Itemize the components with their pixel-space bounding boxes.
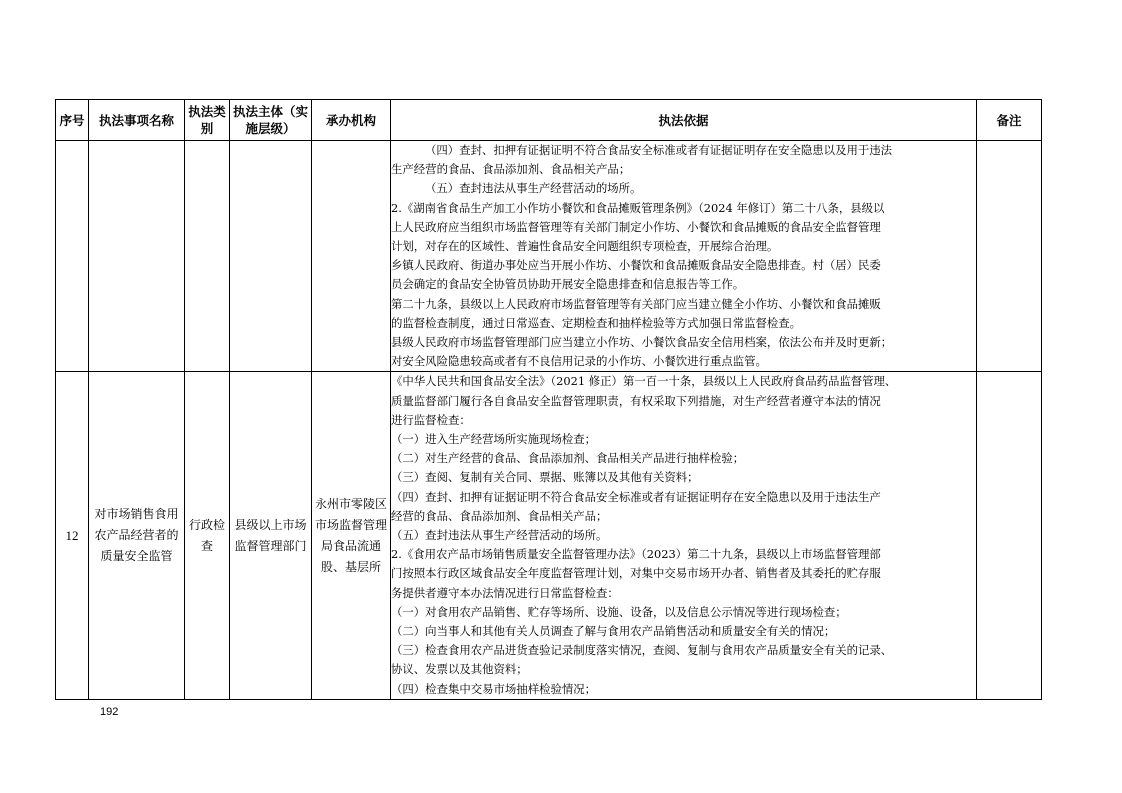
basis-line: 县级人民政府市场监督管理部门应当建立小作坊、小餐饮食品安全信用档案，依法公布并及时更新； bbox=[391, 335, 893, 350]
cell-basis-12 bbox=[391, 372, 977, 699]
basis-line: 2.《湖南省食品生产加工小作坊小餐饮和食品摊贩管理条例》（2024 年修订）第二十八条，县级以 bbox=[391, 200, 885, 215]
basis-line: （一）进入生产经营场所实施现场检查； bbox=[391, 432, 597, 447]
cell-subject-empty bbox=[230, 141, 312, 372]
enforcement-table bbox=[55, 99, 1042, 700]
basis-line: 员会确定的食品安全协管员协助开展安全隐患排查和信息报告等工作。 bbox=[391, 277, 745, 292]
header-org: 承办机构 bbox=[312, 100, 391, 141]
basis-line: （四）查封、扣押有证据证明不符合食品安全标准或者有证据证明存在安全隐患以及用于违法 bbox=[425, 143, 893, 157]
cell-org: 永州市零陵区市场监督管理局食品流通股、基层所 bbox=[312, 372, 391, 699]
header-basis: 执法依据 bbox=[391, 100, 977, 141]
basis-line: （四）查封、扣押有证据证明不符合食品安全标准或者有证据证明存在安全隐患以及用于违法生产 bbox=[391, 489, 881, 504]
basis-line: 质量监督部门履行各自食品安全监督管理职责，有权采取下列措施，对生产经营者遵守本法的情况 bbox=[391, 393, 881, 408]
basis-line: （五）查封违法从事生产经营活动的场所。 bbox=[425, 181, 642, 196]
basis-line: （五）查封违法从事生产经营活动的场所。 bbox=[391, 528, 608, 543]
cell-seq: 12 bbox=[56, 372, 89, 699]
basis-line: 第二十九条，县级以上人民政府市场监督管理等有关部门应当建立健全小作坊、小餐饮和食品摊贩 bbox=[391, 296, 881, 311]
cell-category: 行政检查 bbox=[185, 372, 230, 699]
basis-line: 经营的食品、食品添加剂、食品相关产品； bbox=[391, 508, 608, 523]
cell-name: 对市场销售食用农产品经营者的质量安全监管 bbox=[89, 372, 185, 699]
cell-name-empty bbox=[89, 141, 185, 372]
basis-line: 乡镇人民政府、街道办事处应当开展小作坊、小餐饮和食品摊贩食品安全隐患排查。村（居）民委 bbox=[391, 258, 881, 273]
cell-remark bbox=[977, 372, 1042, 699]
basis-line: 门按照本行政区域食品安全年度监督管理计划，对集中交易市场开办者、销售者及其委托的贮存服 bbox=[391, 566, 881, 581]
table-header-row bbox=[56, 100, 1042, 141]
basis-line: 的监督检查制度，通过日常巡查、定期检查和抽样检验等方式加强日常监督检查。 bbox=[391, 315, 802, 330]
basis-line: 对安全风险隐患较高或者有不良信用记录的小作坊、小餐饮进行重点监管。 bbox=[391, 354, 767, 369]
header-seq: 序号 bbox=[56, 100, 89, 141]
table-row-12 bbox=[56, 372, 1042, 699]
cell-seq-empty bbox=[56, 141, 89, 372]
header-name: 执法事项名称 bbox=[89, 100, 185, 141]
basis-line: （二）向当事人和其他有关人员调查了解与食用农产品销售活动和质量安全有关的情况； bbox=[391, 624, 836, 639]
basis-line: 2.《食用农产品市场销售质量安全监督管理办法》（2023）第二十九条，县级以上市场监督管理部 bbox=[391, 547, 881, 562]
basis-line: 《中华人民共和国食品安全法》（2021 修正）第一百一十条，县级以上人民政府食品药品监督管理、 bbox=[391, 374, 897, 389]
cell-basis-continued bbox=[391, 141, 977, 372]
cell-category-empty bbox=[185, 141, 230, 372]
cell-org-empty bbox=[312, 141, 391, 372]
basis-line: （三）查阅、复制有关合同、票据、账簿以及其他有关资料； bbox=[391, 470, 699, 485]
basis-line: （三）检查食用农产品进货查验记录制度落实情况，查阅、复制与食用农产品质量安全有关的记录、 bbox=[391, 643, 893, 658]
basis-line: （二）对生产经营的食品、食品添加剂、食品相关产品进行抽样检验； bbox=[391, 451, 745, 466]
header-category: 执法类别 bbox=[185, 100, 230, 141]
table-row-continued bbox=[56, 141, 1042, 372]
basis-line: 上人民政府应当组织市场监督管理等有关部门制定小作坊、小餐饮和食品摊贩的食品安全监督管理 bbox=[391, 219, 881, 234]
page-number: 192 bbox=[100, 706, 119, 718]
cell-remark-empty bbox=[977, 141, 1042, 372]
basis-line: （一）对食用农产品销售、贮存等场所、设施、设备，以及信息公示情况等进行现场检查； bbox=[391, 604, 847, 619]
basis-line: 协议、发票以及其他资料； bbox=[391, 662, 528, 677]
basis-line: 计划，对存在的区域性、普遍性食品安全问题组织专项检查，开展综合治理。 bbox=[391, 239, 779, 254]
basis-line: 生产经营的食品、食品添加剂、食品相关产品； bbox=[391, 162, 631, 177]
cell-subject: 县级以上市场监督管理部门 bbox=[230, 372, 312, 699]
header-remark: 备注 bbox=[977, 100, 1042, 141]
basis-line: 务提供者遵守本办法情况进行日常监督检查： bbox=[391, 585, 619, 600]
basis-line: （四）检查集中交易市场抽样检验情况； bbox=[391, 681, 597, 696]
header-subject: 执法主体（实施层级） bbox=[230, 100, 312, 141]
basis-line: 进行监督检查： bbox=[391, 412, 471, 427]
